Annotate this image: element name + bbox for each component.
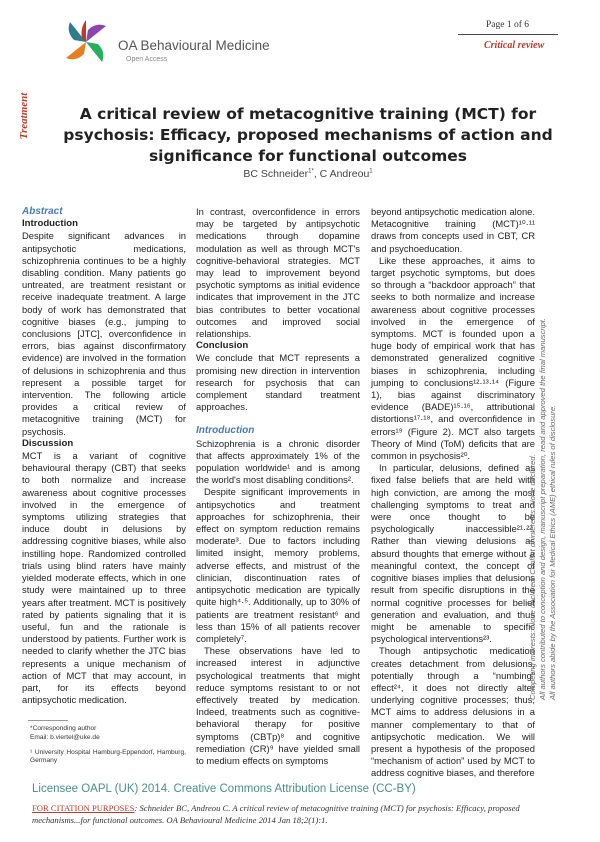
disclosure-line-3: All authors abide by the Association for Medical Ethics (AME) ethical rules of disclosure. <box>548 404 557 700</box>
corresponding-email[interactable]: Email: b.viertel@uke.de <box>30 733 100 741</box>
author-1-sup: 1* <box>308 168 314 175</box>
column-1 <box>22 206 186 766</box>
introduction-paragraph-1: Schizophrenia is a chronic disorder that affects approximately 1% of the population worldwide¹ and is among the world's most disabling conditions². <box>196 437 360 486</box>
abstract-introduction-heading: Introduction <box>22 218 78 230</box>
author-1: BC Schneider <box>243 168 309 180</box>
abstract-discussion-heading: Discussion <box>22 437 74 449</box>
author-affiliation: ¹ University Hospital Hamburg-Eppendorf, Hamburg, Germany <box>30 748 186 765</box>
journal-logo <box>62 18 110 66</box>
disclosure-line-1: Competing interests: None declared. Conflict of interests: None declared. <box>528 454 537 700</box>
author-2-sup: 1 <box>369 168 373 175</box>
column-2 <box>196 206 360 767</box>
page-number: Page 1 of 6 <box>486 20 530 30</box>
corresponding-author-note: *Corresponding author <box>30 725 97 733</box>
column-3-paragraph-3: In particular, delusions, defined as fixed false beliefs that are held with high conviction, are among the most challenging symptoms to treat and were once thought to be psychologically inaccessible²¹·²². Rather than viewing delusions as absurd thoughts that emerge without a meaningful context, the concept of cognitive biases implies that delusions result from specific disruptions in the normal cognitive processes for belief generation and evaluation, and thus might be amenable to specific psychological interventions²³. <box>371 462 535 645</box>
introduction-paragraph-2: Despite significant improvements in antipsychotics and treatment approaches for schizophrenia, their effect on symptom reduction remains moderate³. Due to factors including limited insight, memory problems, adverse effects, and mistrust of the clinician, discontinuation rates of antipsychotic medication are typically quite high⁴·⁵. Additionally, up to 30% of patients are treatment resistant⁶ and less than 15% of all patients recover completely⁷. <box>196 486 360 644</box>
introduction-paragraph-3: These observations have led to increased interest in adjunctive psychological treatments that might reduce symptoms resistant to or not effectively treated by medication. Indeed, treatments such as cognitive-behavioral therapy for positive symptoms (CBTp)⁸ and cognitive remediation (CR)⁹ have yielded small to medium effects on symptoms <box>196 645 360 766</box>
abstract-conclusion-text: We conclude that MCT represents a promising new direction in intervention research for psychosis that can complement standard treatment approaches. <box>196 352 360 413</box>
disclosure-statement <box>528 180 558 700</box>
column-3-paragraph-4: Though antipsychotic medication creates detachment from delusions, potentially through a “numbing” effect²⁴, it does not directly alter underlying cognitive processes; thus, MCT aims to address delusions in a manner complementary to that of antipsychotic medication. We will present a hypothesis of the proposed “mechanism of action” used by MCT to address cognitive biases, and therefore <box>371 645 535 779</box>
citation-prefix: FOR CITATION PURPOSES <box>32 803 135 813</box>
citation-note <box>32 802 572 826</box>
abstract-conclusion-heading: Conclusion <box>196 340 249 352</box>
disclosure-line-2: All authors contributed to conception and design, manuscript preparation, read and approved the final manuscript. <box>538 317 547 700</box>
abstract-continued-text: In contrast, overconfidence in errors may be targeted by antipsychotic medications through dopamine modulation as well as through MCT's cognitive-behavioral strategies. MCT may lead to improvement beyond psychotic symptoms as initial evidence indicates that improvement in the JTC bias contributes to better vocational outcomes and improved social relationships. <box>196 206 360 340</box>
footnote-divider <box>28 720 68 721</box>
abstract-discussion-text: MCT is a variant of cognitive behavioural therapy (CBT) that seeks to both normalize and increase awareness about cognitive processes involved in the emergence of symptoms utilizing strategies that induce doubt in delusions by addressing cognitive biases, while also instilling hope. Randomized controlled trials using blind raters have mainly yielded moderate effects, which in one study were maintained up to three years after treatment. MCT is positively rated by patients signaling that it is useful, fun and the rationale is understood by patients. Further work is needed to clarify whether the JTC bias represents a unique mechanism of action of MCT that may account, in part, for its effects beyond antipsychotic medication. <box>22 450 186 706</box>
article-authors <box>58 168 558 180</box>
citation-text: : Schneider BC, Andreou C. A critical review of metacognitive training (MCT) for psychosis: Efficacy, proposed mechanisms...for functional outcomes. OA Behavioural Medicine 2014 Jan 18;2(1):1. <box>32 803 520 825</box>
license-statement[interactable]: Licensee OAPL (UK) 2014. Creative Commons Attribution License (CC-BY) <box>32 783 416 795</box>
column-3-paragraph-2: Like these approaches, it aims to target psychotic symptoms, but does so through a “backdoor approach” that seeks to both normalize and increase awareness about cognitive processes involved in the emergence of symptoms. MCT is founded upon a huge body of empirical work that has demonstrated generalized cognitive biases in schizophrenia, including jumping to conclusions¹²·¹³·¹⁴ (Figure 1), bias against discriminatory evidence (BADE)¹⁵·¹⁶, attributional distortions¹⁷·¹⁸, and overconfidence in errors¹⁹ (Figure 2). MCT also targets Theory of Mind (ToM) deficits that are common in psychosis²⁰. <box>371 254 535 462</box>
author-2: , C Andreou <box>313 168 370 180</box>
abstract-introduction-text: Despite significant advances in antipsychotic medications, schizophrenia continues to be a highly disabling condition. Many patients go untreated, are treatment resistant or receive inadequate treatment. A large body of work has demonstrated that cognitive biases (e.g., jumping to conclusions [JTC], overconfidence in errors, bias against disconfirmatory evidence) are involved in the formation of delusions in schizophrenia and thus represent a possible target for intervention. The following article provides a critical review of metacognitive training (MCT) for psychosis. <box>22 230 186 437</box>
header-divider <box>458 34 558 35</box>
side-category-label: Treatment <box>18 92 30 140</box>
section-tag: Critical review <box>484 40 545 51</box>
column-3-paragraph-1: beyond antipsychotic medication alone. Metacognitive training (MCT)¹⁰·¹¹ draws from concepts used in CBT, CR and psychoeducation. <box>371 206 535 254</box>
journal-name: OA Behavioural Medicine <box>118 38 270 53</box>
article-title: A critical review of metacognitive training (MCT) for psychosis: Efficacy, proposed mechanisms of action and significance for functional outcomes <box>63 105 553 165</box>
column-3 <box>371 206 535 780</box>
introduction-heading: Introduction <box>196 425 255 437</box>
abstract-heading: Abstract <box>22 206 63 217</box>
open-access-label: Open Access <box>126 56 168 63</box>
